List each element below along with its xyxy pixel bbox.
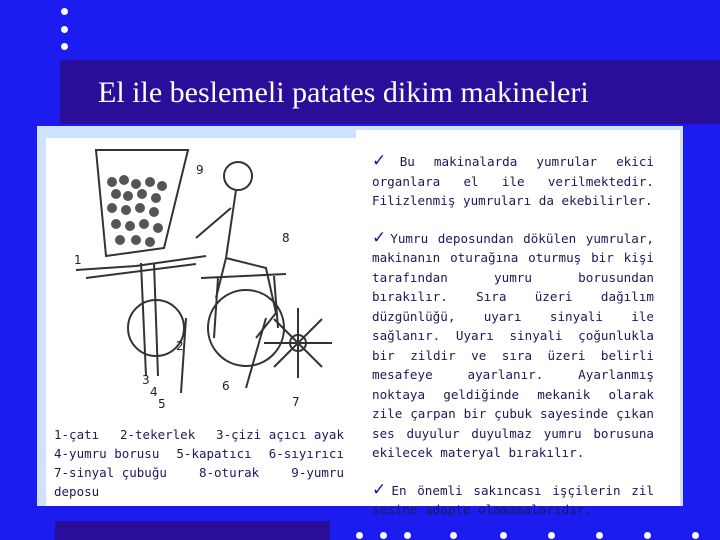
legend-row [54, 482, 344, 501]
legend-item: 8-oturak [198, 465, 260, 480]
decor-dot [450, 532, 457, 539]
part-label: 7 [292, 395, 300, 409]
part-label: 3 [142, 373, 150, 387]
bullet-item [372, 152, 654, 211]
legend-item: 2-tekerlek [119, 427, 196, 442]
decor-dot [500, 532, 507, 539]
seat-frame [201, 274, 286, 338]
signal-wheel [264, 308, 332, 378]
legend-row [54, 463, 344, 482]
legend-item: 6-sıyırıcı [268, 446, 344, 461]
legend-item: 4-yumru borusu [54, 446, 160, 461]
decor-dot [61, 26, 68, 33]
part-label: 8 [282, 231, 290, 245]
planter-drawing [46, 138, 356, 423]
legend-item: 1-çatı [54, 427, 100, 442]
decor-dot [380, 532, 387, 539]
bullet-item [372, 229, 654, 463]
legend-item: 5-kapatıcı [176, 446, 252, 461]
operator-head [224, 162, 252, 190]
slide-title: El ile beslemeli patates dikim makineleri [98, 76, 589, 109]
hopper-outline [96, 150, 188, 256]
part-label: 5 [158, 397, 166, 411]
decor-dot [596, 532, 603, 539]
tuber-tube [141, 263, 158, 376]
part-label: 1 [74, 253, 82, 267]
part-label: 4 [150, 385, 158, 399]
decor-dot [61, 8, 68, 15]
operator-body [196, 190, 276, 338]
decor-dot [404, 532, 411, 539]
legend-row [54, 425, 344, 444]
tubers [107, 175, 167, 247]
bullet-list [372, 152, 654, 538]
decor-dot [548, 532, 555, 539]
bullet-item [372, 481, 654, 520]
bullet-text: Yumru deposundan dökülen yumrular, makinanın oturağına oturmuş bir kişi tarafından yumru borusundan bırakılır. Sıra üzeri dağılım düzgünlüğü, uyarı sinyali ile sağlanır. Uyarı sinyali çoğunlukla bir zildir ve sıra üzeri belirli mesafeye ayarlanır. Ayarlanmış noktaya geldiğinde mekanik olarak zile çarpan bir çubuk sayesinde çıkan ses duyulur duyulmaz yumru borusuna ekilecek materyal bırakılır. [372, 230, 654, 460]
part-label: 2 [176, 339, 184, 353]
figure-legend [54, 425, 344, 501]
legend-item: 3-çizi açıcı ayak [216, 427, 344, 442]
bullet-text: En önemli sakıncası işçilerin zil sesine adapte olamamalarıdır. [372, 482, 654, 517]
part-label: 6 [222, 379, 230, 393]
decor-dot [692, 532, 699, 539]
part-label: 9 [196, 163, 204, 177]
bullet-text: Bu makinalarda yumrular ekici organlara el ile verilmektedir. Filizlenmiş yumruları da ekebilirler. [372, 154, 654, 208]
legend-item: 9-yumru [291, 465, 344, 480]
decor-dot [61, 43, 68, 50]
footer-bar [55, 521, 330, 540]
legend-row [54, 444, 344, 463]
checkmark-icon: ✓ [372, 479, 390, 500]
legend-item: 7-sinyal çubuğu [54, 465, 167, 480]
checkmark-icon: ✓ [372, 151, 398, 171]
decor-dot [356, 532, 363, 539]
checkmark-icon: ✓ [372, 227, 389, 248]
legend-item: deposu [54, 484, 100, 499]
decor-dot [644, 532, 651, 539]
